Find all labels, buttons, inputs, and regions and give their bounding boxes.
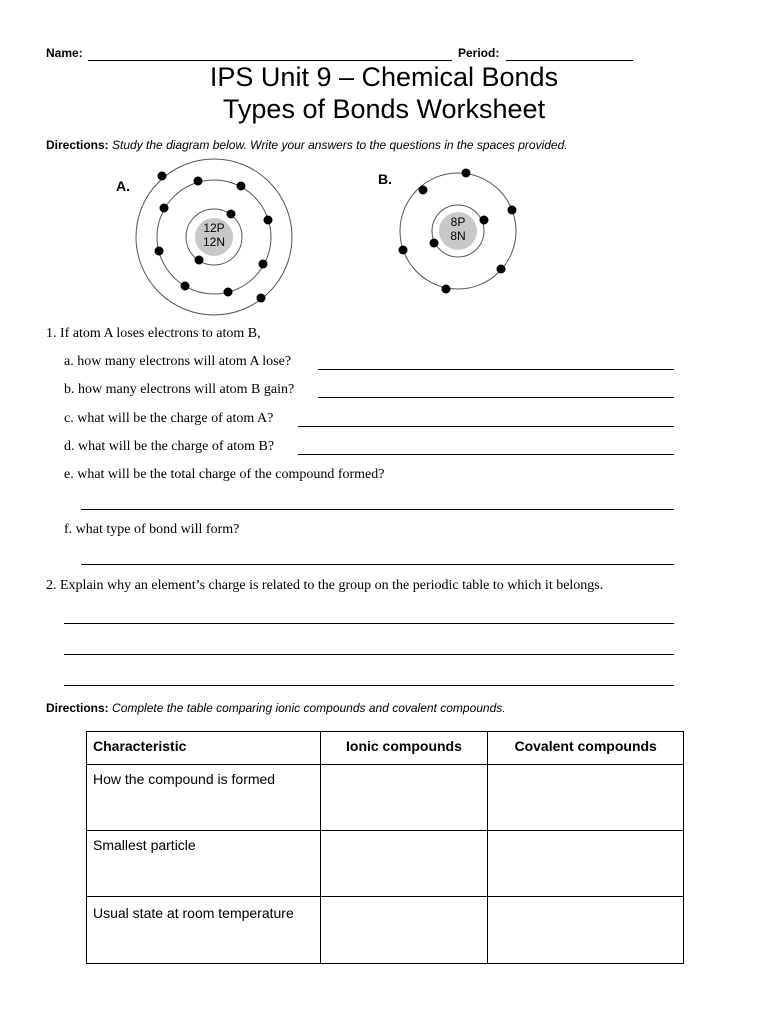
- directions-text: Complete the table comparing ionic compounds and covalent compounds.: [112, 701, 506, 715]
- answer-line-1d[interactable]: [298, 454, 674, 455]
- table-row: [87, 897, 684, 964]
- atom-a-protons: 12P: [203, 221, 225, 235]
- atom-b-neutrons: 8N: [450, 229, 466, 243]
- atom-a-label: A.: [116, 178, 130, 194]
- bohr-diagrams: [0, 0, 768, 330]
- answer-line-2-1[interactable]: [64, 623, 674, 624]
- question-1c: c. what will be the charge of atom A?: [64, 411, 274, 426]
- electron: [224, 288, 233, 297]
- covalent-answer-cell[interactable]: [488, 831, 684, 897]
- name-label: Name:: [46, 46, 83, 60]
- electron: [237, 182, 246, 191]
- atom-a-diagram: [136, 159, 292, 315]
- comparison-table: [86, 731, 684, 964]
- answer-line-1e[interactable]: [81, 509, 674, 510]
- electron: [442, 285, 451, 294]
- worksheet-subtitle: Types of Bonds Worksheet: [222, 94, 546, 124]
- covalent-answer-cell[interactable]: [488, 897, 684, 964]
- answer-line-1c[interactable]: [298, 426, 674, 427]
- electron: [399, 246, 408, 255]
- table-row: [87, 831, 684, 897]
- electron: [259, 260, 268, 269]
- question-1d: d. what will be the charge of atom B?: [64, 439, 275, 454]
- answer-line-2-2[interactable]: [64, 654, 674, 655]
- header-characteristic: Characteristic: [87, 732, 321, 765]
- electron: [155, 247, 164, 256]
- electron: [257, 294, 266, 303]
- table-header-row: [87, 732, 684, 765]
- answer-line-2-3[interactable]: [64, 685, 674, 686]
- row-label: How the compound is formed: [87, 765, 321, 831]
- ionic-answer-cell[interactable]: [320, 765, 488, 831]
- answer-line-1a[interactable]: [318, 369, 674, 370]
- electron: [419, 186, 428, 195]
- question-1-stem: 1. If atom A loses electrons to atom B,: [46, 326, 261, 341]
- directions-table: [46, 701, 506, 715]
- electron: [158, 172, 167, 181]
- row-label: Usual state at room temperature: [87, 897, 321, 964]
- period-label: Period:: [458, 46, 500, 60]
- atom-b-label: B.: [378, 171, 392, 187]
- table-row: [87, 765, 684, 831]
- directions-label: Directions:: [46, 138, 109, 152]
- row-label: Smallest particle: [87, 831, 321, 897]
- ionic-answer-cell[interactable]: [320, 831, 488, 897]
- header-covalent: Covalent compounds: [488, 732, 684, 765]
- covalent-answer-cell[interactable]: [488, 765, 684, 831]
- electron: [497, 265, 506, 274]
- question-1b: b. how many electrons will atom B gain?: [64, 382, 295, 397]
- electron: [160, 204, 169, 213]
- directions-text: Study the diagram below. Write your answers to the questions in the spaces provided.: [112, 138, 568, 152]
- atom-b-diagram: [399, 169, 517, 294]
- atom-a-neutrons: 12N: [202, 235, 226, 249]
- question-1a: a. how many electrons will atom A lose?: [64, 354, 292, 369]
- question-1f: f. what type of bond will form?: [64, 522, 240, 537]
- header-ionic: Ionic compounds: [320, 732, 488, 765]
- electron: [508, 206, 517, 215]
- answer-line-1b[interactable]: [318, 397, 674, 398]
- electron: [181, 282, 190, 291]
- electron: [194, 177, 203, 186]
- answer-line-1f[interactable]: [81, 564, 674, 565]
- electron: [227, 210, 236, 219]
- worksheet-title: IPS Unit 9 – Chemical Bonds: [209, 62, 559, 92]
- question-2-stem: 2. Explain why an element’s charge is related to the group on the periodic table to which it belongs.: [46, 578, 604, 593]
- electron: [264, 216, 273, 225]
- electron: [195, 256, 204, 265]
- electron: [430, 239, 439, 248]
- question-1e: e. what will be the total charge of the compound formed?: [64, 467, 385, 482]
- directions-label: Directions:: [46, 701, 109, 715]
- electron: [480, 216, 489, 225]
- atom-b-protons: 8P: [450, 215, 466, 229]
- ionic-answer-cell[interactable]: [320, 897, 488, 964]
- electron: [462, 169, 471, 178]
